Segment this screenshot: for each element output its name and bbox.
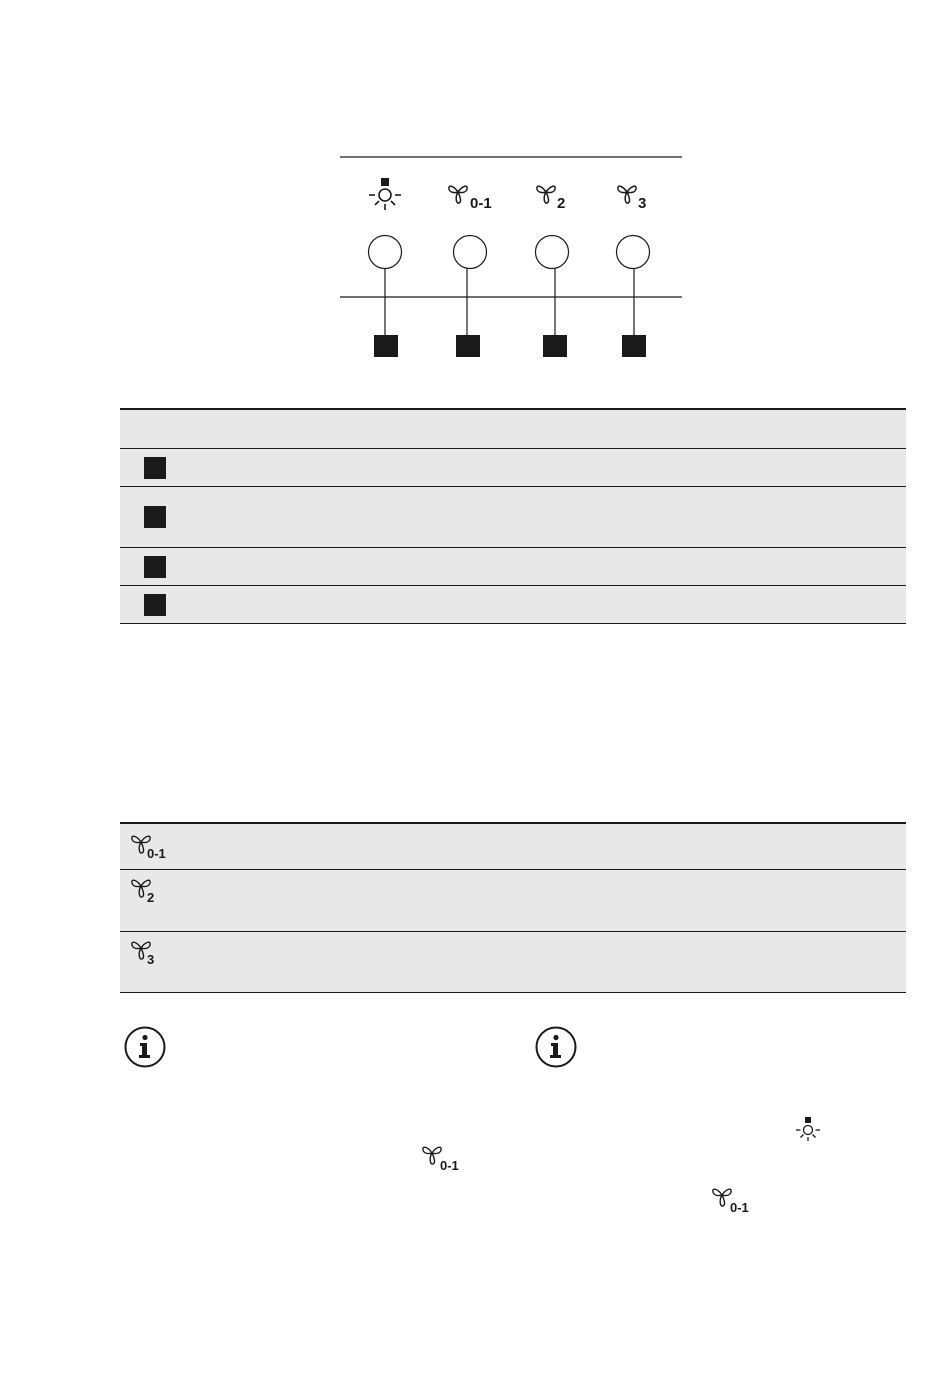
fan-icon [537,186,555,203]
fan-speed-label: 2 [147,890,155,905]
item-marker [144,506,166,528]
fan-speed-label: 0-1 [470,195,492,212]
fan-speed-label: 2 [557,195,566,212]
fan-icon [132,878,182,908]
fan-speed-label: 0-1 [730,1200,749,1215]
fan-speed-label: 3 [638,195,647,212]
item-marker [144,594,166,616]
info-icon [535,1025,579,1069]
table-row [120,548,906,586]
fan-icon [449,186,467,203]
table-row [120,449,906,487]
fan-icon [132,940,182,970]
fan-speed-2-button[interactable] [536,236,569,269]
item-marker [543,335,567,357]
light-icon [369,178,401,210]
fan-icon [712,1187,762,1217]
table-row [120,487,906,548]
fan-icon [132,834,182,864]
light-icon [794,1114,824,1144]
fan-speed-label: 0-1 [147,846,166,861]
light-button[interactable] [369,236,402,269]
fan-speed-table [120,822,906,993]
table-header-row [120,408,906,449]
info-icon [124,1025,168,1069]
fan-speed-label: 0-1 [440,1158,459,1173]
table-row [120,822,906,870]
item-marker [456,335,480,357]
controls-table [120,408,906,624]
item-marker [622,335,646,357]
table-row [120,932,906,993]
fan-icon [618,186,636,203]
item-marker [144,457,166,479]
fan-speed-label: 3 [147,952,155,967]
fan-speed-0-1-button[interactable] [454,236,487,269]
fan-icon [422,1145,472,1175]
fan-speed-3-button[interactable] [617,236,650,269]
item-marker [374,335,398,357]
item-marker [144,556,166,578]
table-row [120,586,906,624]
control-panel-diagram [0,0,950,400]
table-row [120,870,906,932]
